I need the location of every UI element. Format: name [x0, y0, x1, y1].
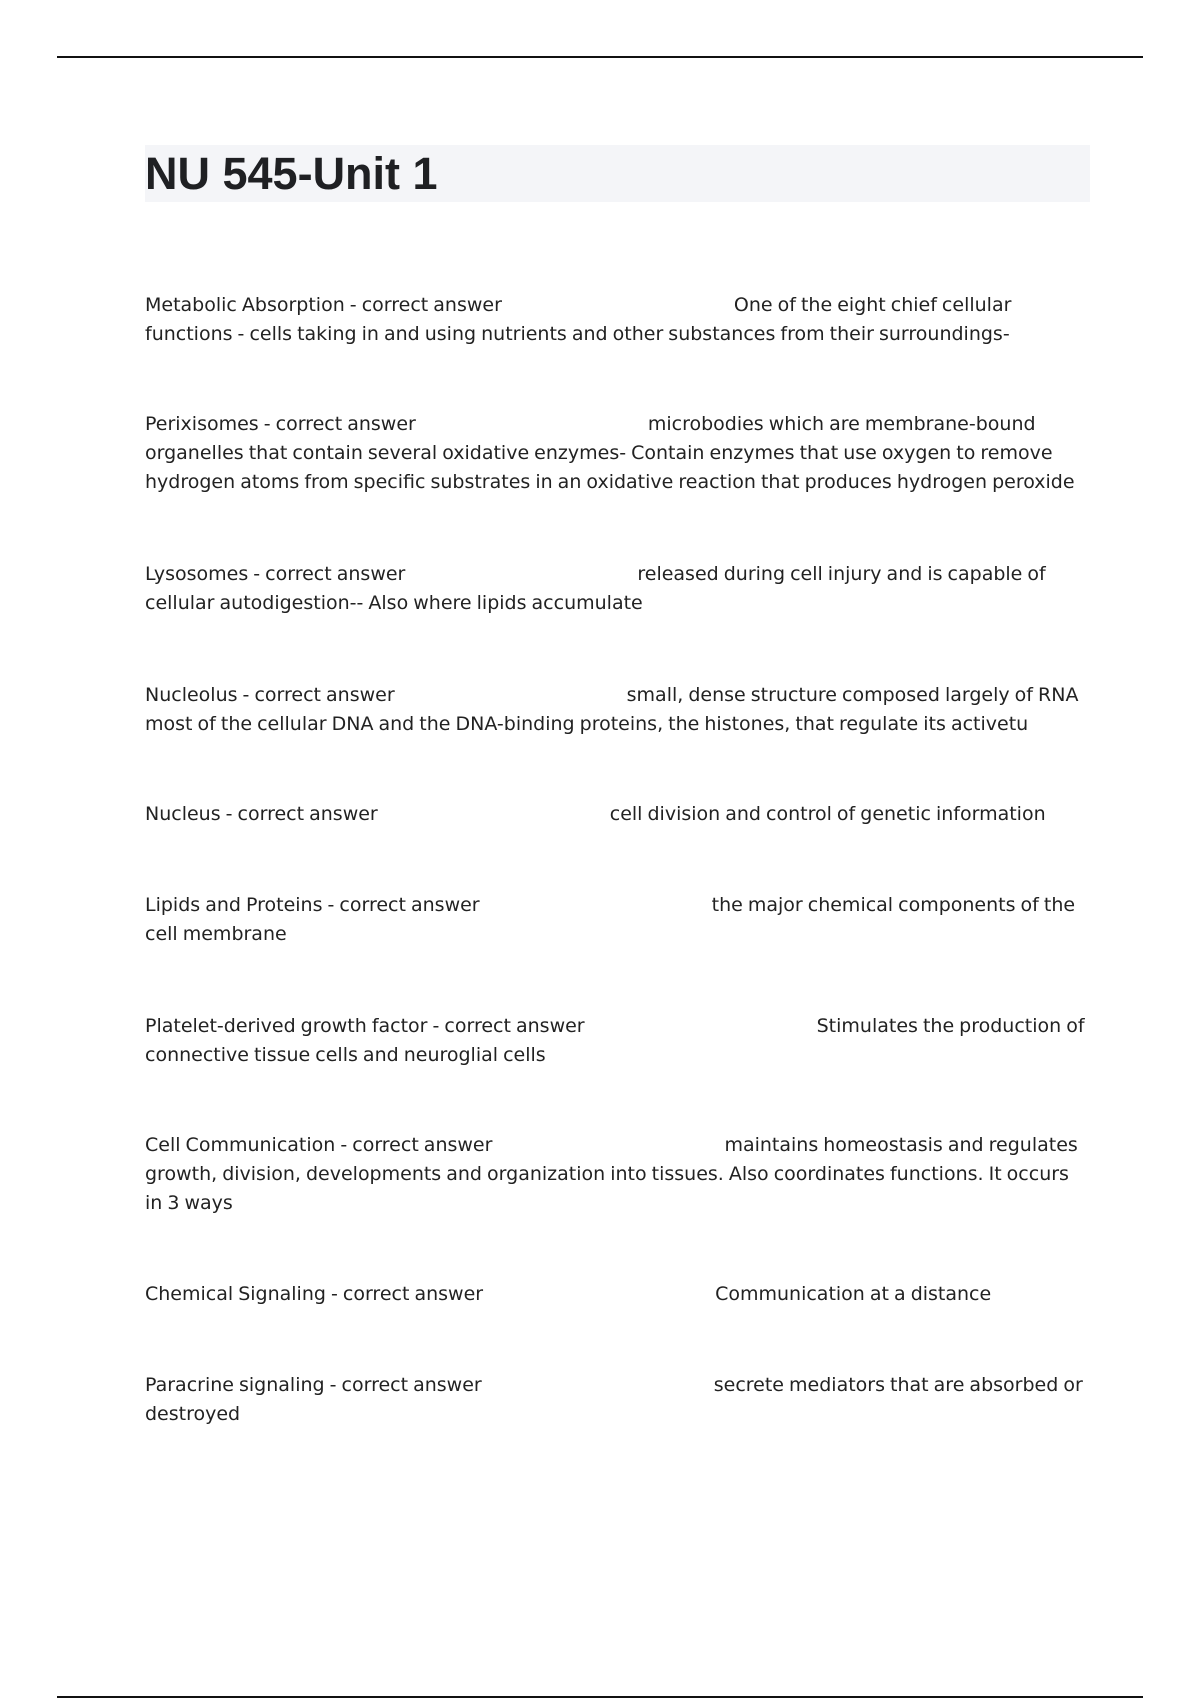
card-definition: secrete mediators that are absorbed or destroyed	[145, 1374, 1083, 1425]
card-definition: Communication at a distance	[715, 1283, 992, 1305]
flashcard-cell-communication	[145, 1131, 1090, 1218]
flashcard-chemical-signaling	[145, 1280, 1090, 1309]
flashcard-lysosomes	[145, 560, 1090, 618]
top-rule	[57, 56, 1143, 58]
flashcard-nucleolus	[145, 681, 1090, 739]
card-term: Metabolic Absorption - correct answer	[145, 294, 502, 316]
card-definition: released during cell injury and is capable of cellular autodigestion-- Also where lipids accumulate	[145, 563, 1046, 614]
card-definition: the major chemical components of the cell membrane	[145, 894, 1076, 945]
flashcard-perixisomes	[145, 410, 1090, 497]
flashcard-platelet-derived-growth-factor	[145, 1012, 1090, 1070]
page-title: NU 545-Unit 1	[145, 147, 438, 199]
bottom-rule	[57, 1696, 1143, 1698]
flashcard-metabolic-absorption	[145, 291, 1090, 349]
card-definition: One of the eight chief cellular functions - cells taking in and using nutrients and other substances from their surroundings-	[145, 294, 1012, 345]
card-term: Platelet-derived growth factor - correct answer	[145, 1015, 585, 1037]
card-definition: small, dense structure composed largely of RNA most of the cellular DNA and the DNA-binding proteins, the histones, that regulate its activetu	[145, 684, 1079, 735]
card-definition: cell division and control of genetic information	[609, 803, 1046, 825]
card-definition: microbodies which are membrane-bound organelles that contain several oxidative enzymes- Contain enzymes that use oxygen to remove hydrogen atoms from specific substrates in an oxidative reaction that produces hydrogen peroxide	[145, 413, 1075, 493]
card-term: Lipids and Proteins - correct answer	[145, 894, 480, 916]
card-term: Cell Communication - correct answer	[145, 1134, 493, 1156]
card-term: Nucleolus - correct answer	[145, 684, 395, 706]
flashcard-nucleus	[145, 800, 1090, 829]
flashcard-paracrine-signaling	[145, 1371, 1090, 1429]
card-term: Chemical Signaling - correct answer	[145, 1283, 484, 1305]
card-definition: maintains homeostasis and regulates growth, division, developments and organization into tissues. Also coordinates functions. It occurs in 3 ways	[145, 1134, 1078, 1214]
flashcard-lipids-and-proteins	[145, 891, 1090, 949]
card-term: Nucleus - correct answer	[145, 803, 378, 825]
card-definition: Stimulates the production of connective tissue cells and neuroglial cells	[145, 1015, 1085, 1066]
card-term: Paracrine signaling - correct answer	[145, 1374, 482, 1396]
card-term: Perixisomes - correct answer	[145, 413, 416, 435]
title-banner	[145, 145, 1090, 202]
card-term: Lysosomes - correct answer	[145, 563, 406, 585]
